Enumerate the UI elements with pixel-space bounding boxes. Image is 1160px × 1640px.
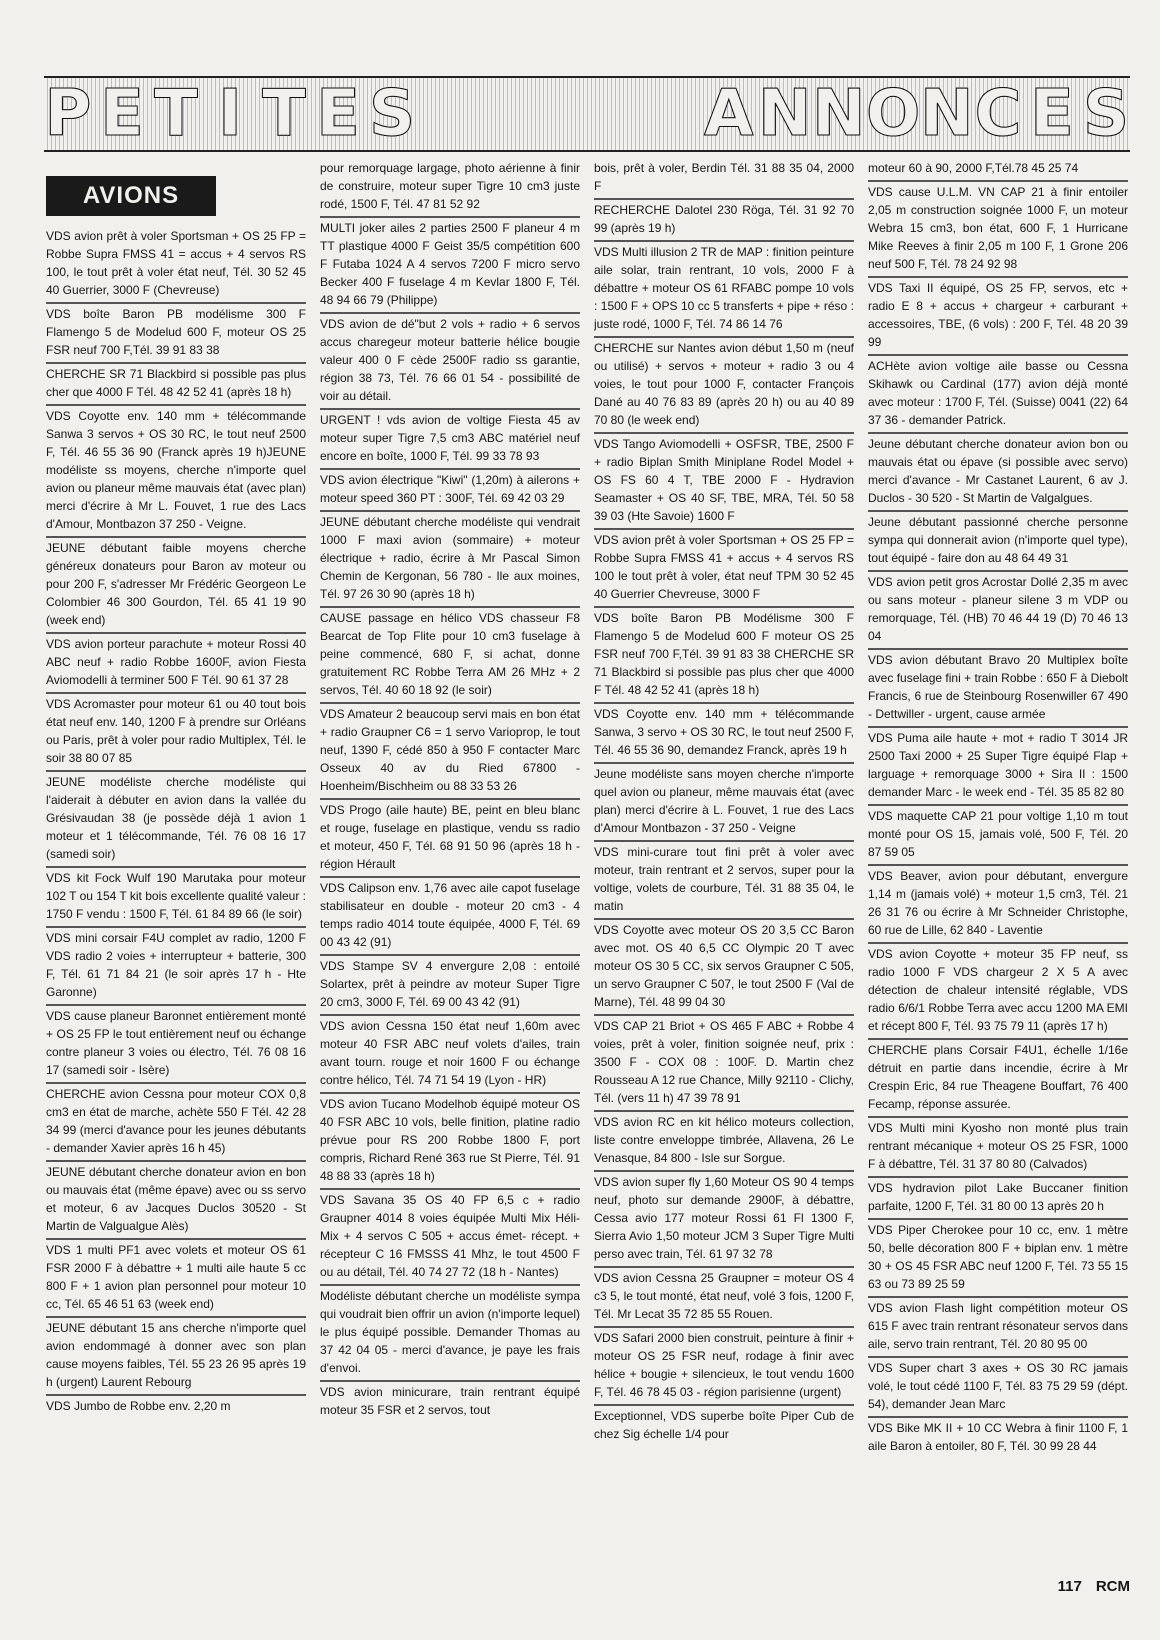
column-2 bbox=[320, 158, 580, 1558]
column-3 bbox=[594, 158, 854, 1558]
classified-ad: Jeune débutant cherche donateur avion bon ou mauvais état ou épave (si possible avec servo) merci d'avance - Mr Castanet Laurent, 6 av J. Duclos - 30 520 - St Martin de Valgalgues. bbox=[868, 434, 1128, 512]
classified-ad: VDS avion RC en kit hélico moteurs collection, liste contre enveloppe timbrée, Allavena, 26 Le Venasque, 84 800 - Isle sur Sorgue. bbox=[594, 1112, 854, 1172]
classified-ad: JEUNE modéliste cherche modéliste qui l'aiderait à débuter en avion dans la vallée du Grésivaudan 38 (je possède déjà 1 avion 1 moteur et 1 télécommande, Tél. 76 08 16 17 (samedi soir) bbox=[46, 772, 306, 868]
classified-ad: VDS avion débutant Bravo 20 Multiplex boîte avec fuselage fini + train Robbe : 650 F à Diebolt Francis, 6 rue de Steinbourg Rosenwiller 67 490 - Dettwiller - urgent, cause armée bbox=[868, 650, 1128, 728]
masthead-word-annonces bbox=[704, 77, 1130, 151]
classified-ad: VDS Progo (aile haute) BE, peint en bleu blanc et rouge, fuselage en plastique, vendu ss radio et moteur, 450 F, Tél. 68 91 50 96 (après 18 h - région Hérault bbox=[320, 800, 580, 878]
masthead-letter: S bbox=[1082, 77, 1130, 151]
classified-ad: VDS avion Cessna 25 Graupner = moteur OS 4 c3 5, le tout monté, état neuf, volé 3 fois, 1200 F, Tél. Mr Lecat 35 72 85 55 Rouen. bbox=[594, 1268, 854, 1328]
classified-ad: RECHERCHE Dalotel 230 Röga, Tél. 31 92 70 99 (après 19 h) bbox=[594, 200, 854, 242]
masthead-word-petites bbox=[44, 77, 416, 151]
classified-ad: VDS Coyotte env. 140 mm + télécommande Sanwa 3 servos + OS 30 RC, le tout neuf 2500 F, Tél. 46 55 36 90 (Franck après 19 h)JEUNE modéliste ss moyens, cherche n'importe quel avion ou planeur même mauvais état (avec plan) merci d'écrire à Mr L. Fouvet, 1 rue des Lacs d'Amour, Montbazon 37 250 - Veigne. bbox=[46, 406, 306, 538]
masthead-letter: E bbox=[1028, 81, 1076, 147]
classified-ad: VDS avion minicurare, train rentrant équipé moteur 35 FSR et 2 servos, tout bbox=[320, 1385, 580, 1417]
classified-ad: VDS mini-curare tout fini prêt à voler avec moteur, train rentrant et 2 servos, super pour la voltige, volets de courbure, Tél. 31 88 35 04, le matin bbox=[594, 842, 854, 920]
classified-ad: VDS Acromaster pour moteur 61 ou 40 tout bois état neuf env. 140, 1200 F à prendre sur Orléans ou Paris, prêt à voler pour radio Multiplex, Tél. le soir 38 80 07 85 bbox=[46, 694, 306, 772]
classified-ad: CHERCHE plans Corsair F4U1, échelle 1/16e détruit en partie dans incendie, écrire à Mr Crespin Eric, 84 rue Theagene Bouffart, 76 400 Fecamp, réponse assurée. bbox=[868, 1040, 1128, 1118]
classified-ad: VDS CAP 21 Briot + OS 465 F ABC + Robbe 4 voies, prêt à voler, finition soignée neuf, prix : 3500 F - COX 08 : 100F. D. Martin chez Rousseau A 12 rue Chance, Milly 92110 - Clichy, Tél. (vers 11 h) 47 39 78 91 bbox=[594, 1016, 854, 1112]
classified-ad: VDS avion petit gros Acrostar Dollé 2,35 m avec ou sans moteur - planeur silene 3 m VDP ou remorquage, Tél. (HB) 70 46 44 19 (D) 70 46 13 04 bbox=[868, 572, 1128, 650]
classified-ad: Jeune débutant passionné cherche personne sympa qui donnerait avion (n'importe quel type), tout équipé - faire don au 48 64 49 31 bbox=[868, 512, 1128, 572]
classified-ad: URGENT ! vds avion de voltige Fiesta 45 av moteur super Tigre 7,5 cm3 ABC matériel neuf encore en boîte, 1000 F, Tél. 99 33 78 93 bbox=[320, 410, 580, 470]
classified-ad: VDS Beaver, avion pour débutant, envergure 1,14 m (jamais volé) + moteur 1,5 cm3, Tél. 21 26 31 76 ou écrire à Mr Schneider Christophe, 60 rue de Lille, 62 840 - Laventie bbox=[868, 866, 1128, 944]
page-number: 117 bbox=[1057, 1578, 1082, 1595]
section-header-avions: AVIONS bbox=[46, 176, 216, 216]
masthead-letter: P bbox=[44, 77, 92, 151]
masthead-letter: O bbox=[866, 77, 921, 151]
classified-ad: VDS avion Cessna 150 état neuf 1,60m avec moteur 40 FSR ABC neuf volets d'ailes, train avant tourn. rouge et noir 1600 F ou échange contre hélico, Tél. 74 71 54 19 (Lyon - HR) bbox=[320, 1016, 580, 1094]
classified-ad: VDS Tango Aviomodelli + OSFSR, TBE, 2500 F + radio Biplan Smith Miniplane Rodel Model + OS FS 60 4 T, TBE 2000 F - Hydravion Seamaster + OS 40 SF, TBE, MRA, Tél. 50 58 39 03 (Hte Savoie) 1600 F bbox=[594, 434, 854, 530]
classified-ad: Exceptionnel, VDS superbe boîte Piper Cub de chez Sig échelle 1/4 pour bbox=[594, 1409, 854, 1441]
masthead-letter: S bbox=[368, 77, 416, 151]
classified-ad: VDS hydravion pilot Lake Buccaner finition parfaite, 1200 F, Tél. 31 80 00 13 après 20 h bbox=[868, 1178, 1128, 1220]
classified-ad: VDS Calipson env. 1,76 avec aile capot fuselage stabilisateur en double - moteur 20 cm3 - 4 temps radio 4014 toute équipée, 4000 F, Tél. 69 00 43 42 (91) bbox=[320, 878, 580, 956]
classified-ad: VDS Jumbo de Robbe env. 2,20 m bbox=[46, 1399, 231, 1413]
classified-ad: VDS Puma aile haute + mot + radio T 3014 JR 2500 Taxi 2000 + 25 Super Tigre équipé Flap + larguage + remorquage 3000 + Sira II : 1500 demander Marc - le week end - Tél. 35 85 82 80 bbox=[868, 728, 1128, 806]
column-4 bbox=[868, 158, 1128, 1558]
classified-ad: CHERCHE sur Nantes avion début 1,50 m (neuf ou utilisé) + servos + moteur + radio 3 ou 4 voies, le tout pour 1000 F, contacter François Dané au 40 76 83 89 (après 20 h) ou au 40 89 70 80 (le week end) bbox=[594, 338, 854, 434]
ads-columns bbox=[46, 158, 1130, 1558]
magazine-name: RCM bbox=[1095, 1578, 1130, 1595]
classified-ad: VDS Amateur 2 beaucoup servi mais en bon état + radio Graupner C6 = 1 servo Varioprop, le tout neuf, 1390 F, cédé 850 à 950 F contacter Marc Osseux 40 av du Ried 67800 - Hoenheim/Bischheim ou 88 33 53 26 bbox=[320, 704, 580, 800]
masthead-letter: N bbox=[812, 77, 866, 151]
classified-ad: moteur 60 à 90, 2000 F,Tél.78 45 25 74 bbox=[868, 158, 1128, 182]
classified-ad: VDS Taxi II équipé, OS 25 FP, servos, etc + radio E 8 + accus + chargeur + carburant + accessoires, TBE, (6 vols) : 200 F, Tél. 48 20 39 99 bbox=[868, 278, 1128, 356]
classified-ad: VDS Multi illusion 2 TR de MAP : finition peinture aile solar, train rentrant, 10 vols, 2000 F à débattre + moteur OS 61 RFABC pompe 10 vols : 1500 F + OPS 10 cc 5 transferts + pipe + réso : juste rodé, 1000 F, Tél. 74 86 14 76 bbox=[594, 242, 854, 338]
classified-ad: VDS avion prêt à voler Sportsman + OS 25 FP = Robbe Supra FMSS 41 + accus + 4 servos RS 100 le tout prêt à voler, état neuf TPM 30 52 45 40 Guerrier Chevreuse, 3000 F bbox=[594, 530, 854, 608]
classified-ad: VDS maquette CAP 21 pour voltige 1,10 m tout monté pour OS 15, jamais volé, 500 F, Tél. 20 87 59 05 bbox=[868, 806, 1128, 866]
classified-ad: VDS Bike MK II + 10 CC Webra à finir 1100 F, 1 aile Baron à entoiler, 80 F, Tél. 30 99 28 44 bbox=[868, 1421, 1128, 1453]
classified-ad: Jeune modéliste sans moyen cherche n'importe quel avion ou planeur, même mauvais état (avec plan) merci d'écrire à L. Fouvet, 1 rue des Lacs d'Amour Montbazon - 37 250 - Veigne bbox=[594, 764, 854, 842]
classified-ad: VDS kit Fock Wulf 190 Marutaka pour moteur 102 T ou 154 T kit bois excellente qualité valeur : 1750 F vendu : 1500 F, Tél. 61 84 89 66 (le soir) bbox=[46, 868, 306, 928]
classified-ad: VDS avion super fly 1,60 Moteur OS 90 4 temps neuf, photo sur demande 2900F, à débattre, Cessa avio 177 moteur Rossi 61 Fl 1300 F, Sierra Avio 1,50 moteur JCM 3 Super Tigre Multi perso avec train, Tél. 61 97 32 78 bbox=[594, 1172, 854, 1268]
classified-ad: VDS avion prêt à voler Sportsman + OS 25 FP = Robbe Supra FMSS 41 = accus + 4 servos RS 100, le tout prêt à voler état neuf, Tél. 30 52 45 40 Guerrier, 3000 F (Chevreuse) bbox=[46, 226, 306, 304]
classified-ad: VDS avion Tucano Modelhob équipé moteur OS 40 FSR ABC 10 vols, belle finition, platine radio prévue pour RS 200 Robbe 1800 F, port compris, Richard René 363 rue St Pierre, Tél. 91 48 88 33 (après 18 h) bbox=[320, 1094, 580, 1190]
classified-ad: VDS Safari 2000 bien construit, peinture à finir + moteur OS 25 FSR neuf, rodage à finir avec hélice + bougie + silencieux, le tout vendu 1600 F, Tél. 46 78 45 03 - région parisienne (urgent) bbox=[594, 1328, 854, 1406]
masthead bbox=[44, 76, 1130, 152]
classified-ad: CHERCHE avion Cessna pour moteur COX 0,8 cm3 en état de marche, achète 550 F Tél. 42 28 34 99 (merci d'avance pour les jeunes débutants - demander Xavier après 16 h 45) bbox=[46, 1084, 306, 1162]
classified-ad: JEUNE débutant 15 ans cherche n'importe quel avion endommagé à donner avec son plan cause moyens faibles, Tél. 55 23 26 95 après 19 h (urgent) Laurent Rebourg bbox=[46, 1318, 306, 1396]
masthead-letter: T bbox=[152, 81, 200, 147]
classified-ad: VDS Super chart 3 axes + OS 30 RC jamais volé, le tout cédé 1100 F, Tél. 83 75 29 59 (dépt. 54), demander Jean Marc bbox=[868, 1358, 1128, 1418]
classified-ad: VDS Stampe SV 4 envergure 2,08 : entoilé Solartex, prêt à peindre av moteur Super Tigre 20 cm3, 3000 F, Tél. 69 00 43 42 (91) bbox=[320, 956, 580, 1016]
masthead-letter: E bbox=[98, 81, 146, 147]
classified-ad: VDS cause planeur Baronnet entièrement monté + OS 25 FP le tout entièrement neuf ou échange contre planeur 3 voies ou électro, Tél. 76 08 16 17 (samedi soir - Isère) bbox=[46, 1006, 306, 1084]
classified-ad: VDS boîte Baron PB Modélisme 300 F Flamengo 5 de Modelud 600 F moteur OS 25 FSR neuf 700 F,Tél. 39 91 83 38 CHERCHE SR 71 Blackbird si possible pas plus cher que 4000 F Tél. 48 42 52 41 (après 18 h) bbox=[594, 608, 854, 704]
classified-ad: CAUSE passage en hélico VDS chasseur F8 Bearcat de Top Flite pour 10 cm3 fuselage à peine commencé, 680 F, si achat, donne gratuitement RC Robbe Terra AM 26 MHz + 2 servos, Tél. 40 60 18 92 (le soir) bbox=[320, 608, 580, 704]
page-footer bbox=[1058, 1578, 1130, 1595]
classified-ad: Modéliste débutant cherche un modéliste sympa qui voudrait bien offrir un avion (n'importe lequel) le plus équipé possible. Demander Thomas au 37 42 04 05 - merci d'avance, je paye les frais d'envoi. bbox=[320, 1286, 580, 1382]
masthead-letter: A bbox=[704, 77, 754, 151]
masthead-letter: I bbox=[206, 81, 254, 147]
classified-ad: VDS cause U.L.M. VN CAP 21 à finir entoiler 2,05 m construction soignée 1000 F, un moteur Webra 15 cm3, bon état, 600 F, 1 Hurricane Mike Reeves à finir 2,05 m 100 F, 1 Grone 206 neuf 500 F, Tél. 78 24 92 98 bbox=[868, 182, 1128, 278]
classified-ad: bois, prêt à voler, Berdin Tél. 31 88 35 04, 2000 F bbox=[594, 158, 854, 200]
masthead-letter: C bbox=[974, 77, 1022, 151]
classified-ad: VDS Coyotte env. 140 mm + télécommande Sanwa, 3 servo + OS 30 RC, le tout neuf 2500 F, Tél. 46 55 36 90, demandez Franck, après 19 h bbox=[594, 704, 854, 764]
classified-ad: VDS Multi mini Kyosho non monté plus train rentrant mécanique + moteur OS 25 FSR, 1000 F à débattre, Tél. 31 37 80 80 (Calvados) bbox=[868, 1118, 1128, 1178]
classified-ad: VDS avion électrique "Kiwi" (1,20m) à ailerons + moteur speed 360 PT : 300F, Tél. 69 42 03 29 bbox=[320, 470, 580, 512]
classified-ad: CHERCHE SR 71 Blackbird si possible pas plus cher que 4000 F Tél. 48 42 52 41 (après 18 h) bbox=[46, 364, 306, 406]
classified-ad: VDS Piper Cherokee pour 10 cc, env. 1 mètre 50, belle décoration 800 F + biplan env. 1 mètre 30 + OS 45 FSR ABC neuf 1200 F, Tél. 73 55 15 63 ou 73 89 25 59 bbox=[868, 1220, 1128, 1298]
classified-ad: VDS Savana 35 OS 40 FP 6,5 c + radio Graupner 4014 8 voies équipée Multi Mix Héli- Mix + 4 servos C 505 + accus émet- récept. + récepteur C 16 FMSSS 41 Mhz, le tout 4500 F ou au détail, Tél. 40 74 27 72 (18 h - Nantes) bbox=[320, 1190, 580, 1286]
classified-ad: VDS avion Coyotte + moteur 35 FP neuf, ss radio 1000 F VDS chargeur 2 X 5 A avec détection de chaleur intensité réglable, VDS radio 6/6/1 Robbe Terra avec accu 1200 MA EMI et récept 800 F, Tél. 93 75 79 11 (après 17 h) bbox=[868, 944, 1128, 1040]
classified-ad: JEUNE débutant cherche donateur avion en bon ou mauvais état (même épave) avec ou ss servo et moteur, 6 av Jacques Duclos 30520 - St Martin de Valgualgue Alès) bbox=[46, 1162, 306, 1240]
classified-ad: MULTI joker ailes 2 parties 2500 F planeur 4 m TT plastique 4000 F Geist 35/5 compétition 600 F Futaba 1024 A 4 servos 7200 F micro servo Becker 400 F fuselage 4 m Kevlar 1800 F, Tél. 48 94 66 79 (Philippe) bbox=[320, 218, 580, 314]
classified-ad: VDS boîte Baron PB modélisme 300 F Flamengo 5 de Modelud 600 F, moteur OS 25 FSR neuf 700 F,Tél. 39 91 83 38 bbox=[46, 304, 306, 364]
masthead-letter: N bbox=[920, 77, 974, 151]
classified-ad: VDS avion de dé"but 2 vols + radio + 6 servos accus charegeur moteur batterie hélice bougie valeur 400 0 F cède 2500F radio ss garantie, région 38 73, Tél. 76 66 01 54 - possibilité de voir au détail. bbox=[320, 314, 580, 410]
column-1 bbox=[46, 158, 306, 1558]
classified-ad: JEUNE débutant faible moyens cherche généreux donateurs pour Baron av moteur ou pour 200 F, s'adresser Mr Frédéric Georgeon Le Colombier 46 300 Gourdon, Tél. 65 41 19 90 (week end) bbox=[46, 538, 306, 634]
masthead-letter: E bbox=[314, 81, 362, 147]
classified-ad: VDS mini corsair F4U complet av radio, 1200 F VDS radio 2 voies + interrupteur + batterie, 300 F, Tél. 61 71 84 21 (le soir après 17 h - Hte Garonne) bbox=[46, 928, 306, 1006]
classified-ad: VDS avion porteur parachute + moteur Rossi 40 ABC neuf + radio Robbe 1600F, avion Fiesta Aviomodelli à terminer 500 F Tél. 90 61 37 28 bbox=[46, 634, 306, 694]
classified-ad: JEUNE débutant cherche modéliste qui vendrait 1000 F maxi avion (sommaire) + moteur électrique + radio, écrire à Mr Pascal Simon Chemin de Kergonan, 56 780 - Ile aux moines, Tél. 97 26 30 90 (après 18 h) bbox=[320, 512, 580, 608]
classified-ad: VDS Coyotte avec moteur OS 20 3,5 CC Baron avec mot. OS 40 6,5 CC Olympic 20 T avec moteur OS 30 5 CC, six servos Graupner C 505, un servo Graupner C 507, le tout 2500 F (Val de Marne), Tél. 48 99 04 30 bbox=[594, 920, 854, 1016]
masthead-letter: N bbox=[758, 77, 812, 151]
classified-ad: VDS 1 multi PF1 avec volets et moteur OS 61 FSR 2000 F à débattre + 1 multi aile haute 5 cc 800 F + 1 avion plan personnel pour moteur 10 cc, Tél. 65 46 51 63 (week end) bbox=[46, 1240, 306, 1318]
classified-ad: pour remorquage largage, photo aérienne à finir de construire, moteur super Tigre 10 cm3 juste rodé, 1500 F, Tél. 47 81 52 92 bbox=[320, 158, 580, 218]
classified-ad: ACHète avion voltige aile basse ou Cessna Skihawk ou Cardinal (177) avion déjà monté avec moteur : 1700 F, Tél. (Suisse) 0041 (22) 64 37 36 - demander Patrick. bbox=[868, 356, 1128, 434]
masthead-letter: T bbox=[260, 81, 308, 147]
classified-ad: VDS avion Flash light compétition moteur OS 615 F avec train rentrant résonateur servos dans aile, servo train rentrant, Tél. 20 80 95 00 bbox=[868, 1298, 1128, 1358]
